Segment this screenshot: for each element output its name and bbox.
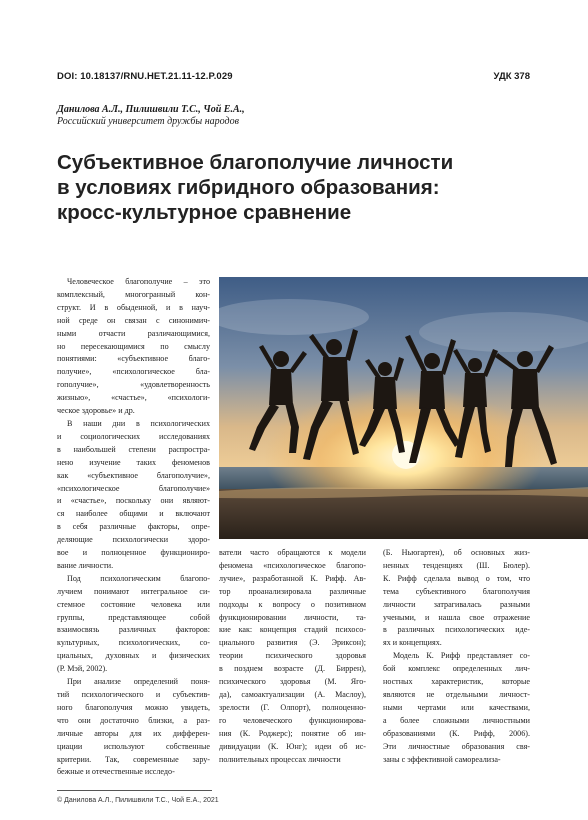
text-line: К. Рифф сделала вывод о том, что: [383, 573, 530, 583]
text-line: культурных, психологических, со-: [57, 638, 210, 648]
text-line: лучие», разработанной К. Рифф. Ав-: [219, 573, 366, 583]
text-line: (Б. Ньюгартен), об основных жиз-: [383, 548, 530, 557]
text-line: Эти личностные образования свя-: [383, 741, 530, 751]
text-line: но пересекающимися по смыслу: [57, 341, 210, 351]
text-column-1: [57, 276, 210, 779]
text-line: и социологических исследованиях: [57, 431, 210, 441]
paragraph: [57, 276, 210, 418]
text-line: являются не отдельными личност-: [383, 689, 530, 699]
text-line: тор проанализировала различные: [219, 586, 366, 596]
text-line: ными отчасти различающимися,: [57, 328, 210, 338]
text-line: вое и полноценное функциониро-: [57, 548, 210, 558]
text-line: бой комплекс определенных лич-: [383, 664, 530, 674]
article-title: [57, 150, 517, 225]
text-line: кие как: концепция стадий психосо-: [219, 625, 366, 635]
text-column-2: [219, 547, 366, 766]
text-line: ного благополучия можно увидеть,: [57, 702, 210, 712]
text-line: как «субъективное благополучие»,: [57, 470, 210, 480]
text-line: группы, представляющее собой: [57, 612, 210, 622]
text-line: стемное состояние человека или: [57, 599, 210, 609]
text-line: циальных, духовных и физических: [57, 651, 210, 661]
title-line-3: кросс-культурное сравнение: [57, 201, 352, 224]
text-line: в позднем возрасте (Д. Биррен),: [219, 664, 366, 674]
affiliation: Российский университет дружбы народов: [57, 116, 239, 127]
udk-code: УДК 378: [493, 71, 530, 82]
paragraph: [57, 573, 210, 676]
text-line: взаимосвязь различных факторов:: [57, 625, 210, 635]
text-line: функционировании личности, та-: [219, 612, 366, 622]
text-line: Человеческое благополучие – это: [67, 277, 210, 286]
text-line: вание личности.: [57, 560, 114, 570]
text-line: циального развития (Э. Эриксон);: [219, 638, 366, 648]
text-line: ческое здоровье» и др.: [57, 406, 135, 416]
text-line: «психологическое благополучие»: [57, 483, 210, 493]
text-line: личные авторы для их дифферен-: [57, 728, 210, 738]
text-line: заны с эффективной самореализа-: [383, 754, 501, 764]
text-line: Под психологическим благопо-: [67, 573, 210, 583]
text-line: зрелости (Г. Олпорт), полноценно-: [219, 702, 366, 712]
text-line: личности затрагивалась разными: [383, 599, 530, 609]
text-line: ся наиболее общими и включают: [57, 509, 210, 519]
text-line: полнительных процессах личности: [219, 754, 341, 764]
text-line: ватели часто обращаются к модели: [219, 548, 366, 557]
text-line: комплексный, многогранный кон-: [57, 289, 210, 299]
text-line: теории психического здоровья: [219, 651, 366, 661]
text-line: подходы к вопросу о позитивном: [219, 599, 366, 609]
paragraph: [219, 547, 366, 766]
text-line: ях и концепциях.: [383, 638, 442, 648]
text-line: ненных тенденциях (Ш. Бюлер).: [383, 560, 530, 570]
paragraph: [57, 676, 210, 779]
text-line: При анализе определений поня-: [67, 677, 210, 687]
title-line-1: Субъективное благополучие личности: [57, 151, 454, 174]
text-line: психического здоровья (М. Яго-: [219, 677, 366, 687]
text-line: в себя различные факторы, опре-: [57, 522, 210, 532]
title-line-2: в условиях гибридного образования:: [57, 176, 440, 199]
text-line: В наши дни в психологических: [67, 418, 210, 428]
copyright-footer: © Данилова А.Л., Пилишвили Т.С., Чой Е.А., 2021: [57, 797, 219, 804]
text-line: понятиями: «субъективное благо-: [57, 354, 210, 364]
text-line: бежные и отечественные исследо-: [57, 767, 175, 777]
text-line: да), самоактуализации (А. Маслоу),: [219, 689, 366, 699]
text-line: тий психологического и субъектив-: [57, 690, 210, 699]
text-line: критерии. Так, современные зару-: [57, 754, 210, 764]
text-line: структ. И в обыденной, и в науч-: [57, 302, 210, 312]
text-line: дивидуации (К. Юнг); идеи об ис-: [219, 741, 366, 751]
text-line: лучием понимают интегральное си-: [57, 586, 210, 596]
text-line: гополучие», «удовлетворенность: [57, 380, 210, 390]
text-line: в наибольшей степени распростра-: [57, 444, 210, 454]
text-line: а более сложными личностными: [383, 715, 530, 725]
doi: DOI: 10.18137/RNU.HET.21.11-12.P.029: [57, 71, 233, 82]
text-line: что они достаточно близки, а раз-: [57, 715, 210, 725]
text-line: получие», «психологическое бла-: [57, 367, 210, 377]
text-line: го человеческого функционирова-: [219, 715, 366, 725]
text-line: ния (К. Роджерс); понятие об ин-: [219, 728, 366, 738]
text-line: жизнью», «счастье», «психологи-: [57, 393, 210, 403]
text-line: циации используют собственные: [57, 741, 210, 751]
text-line: и «счастье», поскольку они являют-: [57, 496, 210, 506]
text-line: (Р. Мэй, 2002).: [57, 664, 108, 674]
text-line: в различных психологических иде-: [383, 625, 530, 635]
text-line: Модель К. Рифф представляет со-: [393, 651, 530, 661]
text-line: деляющие психологически здоро-: [57, 535, 210, 545]
photo-illustration: [219, 277, 588, 539]
text-line: ностных характеристик, которые: [383, 677, 530, 687]
paragraph: [383, 650, 530, 766]
text-line: тема субъективного благополучия: [383, 586, 530, 596]
paragraph: [57, 418, 210, 573]
text-line: учеными, и нашла свое отражение: [383, 612, 530, 622]
footer-rule: [57, 790, 212, 791]
authors: Данилова А.Л., Пилишвили Т.С., Чой Е.А.,: [57, 104, 245, 115]
text-line: феномена «психологическое благопо-: [219, 560, 366, 570]
text-line: ной среде он связан с синонимич-: [57, 315, 210, 325]
paragraph: [383, 547, 530, 650]
jumping-people-photo: [219, 277, 588, 539]
text-line: нено изучение таких феноменов: [57, 457, 210, 467]
text-column-3: [383, 547, 530, 766]
text-line: ными чертами или качествами,: [383, 702, 530, 712]
text-line: образованиями (К. Рифф, 2006).: [383, 728, 530, 738]
